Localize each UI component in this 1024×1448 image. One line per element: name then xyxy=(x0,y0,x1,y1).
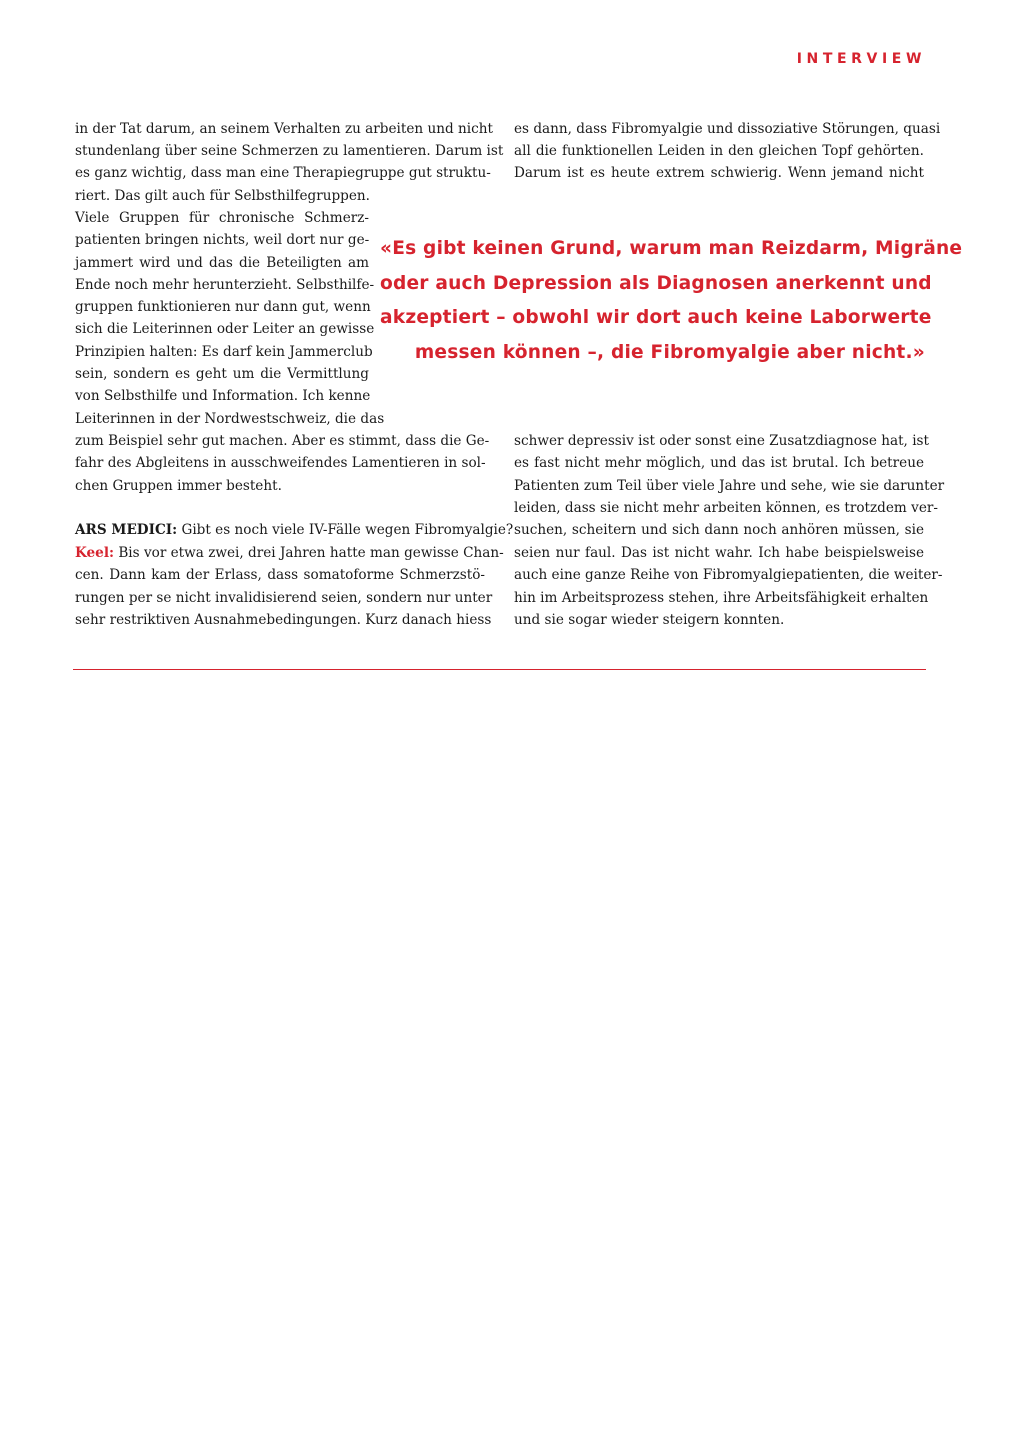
respondent-label: Keel: xyxy=(75,545,114,561)
answer-line xyxy=(75,542,504,564)
text-line: hin im Arbeitsprozess stehen, ihre Arbeitsfähigkeit erhalten xyxy=(514,590,929,606)
text-line: Viele Gruppen für chronische Schmerz- xyxy=(75,210,369,226)
text-line: es dann, dass Fibromyalgie und dissoziative Störungen, quasi xyxy=(514,121,941,137)
section-label: INTERVIEW xyxy=(796,51,926,67)
text-line: schwer depressiv ist oder sonst eine Zusatzdiagnose hat, ist xyxy=(514,433,929,449)
text-line: leiden, dass sie nicht mehr arbeiten können, es trotzdem ver- xyxy=(514,500,938,516)
interviewer-label: ARS MEDICI: xyxy=(75,522,178,538)
text-line: es ganz wichtig, dass man eine Therapiegruppe gut struktu- xyxy=(75,165,491,181)
text-line: gruppen funktionieren nur dann gut, wenn xyxy=(75,299,371,315)
text-line: Ende noch mehr herunterzieht. Selbsthilfe- xyxy=(75,277,375,293)
text-line: suchen, scheitern und sich dann noch anhören müssen, sie xyxy=(514,522,924,538)
text-line: patienten bringen nichts, weil dort nur ge- xyxy=(75,232,370,248)
text-line: jammert wird und das die Beteiligten am xyxy=(75,255,369,271)
text-line: in der Tat darum, an seinem Verhalten zu arbeiten und nicht xyxy=(75,121,493,137)
question-text: Gibt es noch viele IV-Fälle wegen Fibromyalgie? xyxy=(177,522,514,538)
text-line: auch eine ganze Reihe von Fibromyalgiepatienten, die weiter- xyxy=(514,567,943,583)
text-line: und sie sogar wieder steigern konnten. xyxy=(514,612,785,628)
text-line: fahr des Abgleitens in ausschweifendes Lamentieren in sol- xyxy=(75,455,486,471)
text-line: Leiterinnen in der Nordwestschweiz, die das xyxy=(75,411,385,427)
text-line: es fast nicht mehr möglich, und das ist brutal. Ich betreue xyxy=(514,455,924,471)
text-line: Darum ist es heute extrem schwierig. Wenn jemand nicht xyxy=(514,165,924,181)
pull-quote-line: oder auch Depression als Diagnosen anerkennt und xyxy=(380,272,932,294)
text-line: sehr restriktiven Ausnahmebedingungen. Kurz danach hiess xyxy=(75,612,492,628)
text-line: sein, sondern es geht um die Vermittlung xyxy=(75,366,369,382)
text-line: seien nur faul. Das ist nicht wahr. Ich habe beispielsweise xyxy=(514,545,924,561)
text-line: von Selbsthilfe und Information. Ich kenne xyxy=(75,388,371,404)
text-line: riert. Das gilt auch für Selbsthilfegruppen. xyxy=(75,188,370,204)
pull-quote-line: messen können –, die Fibromyalgie aber nicht.» xyxy=(414,342,925,364)
text-line: rungen per se nicht invalidisierend seien, sondern nur unter xyxy=(75,590,493,606)
question-line xyxy=(75,519,514,541)
text-line: all die funktionellen Leiden in den gleichen Topf gehörten. xyxy=(514,143,924,159)
section-divider xyxy=(73,669,926,670)
text-line: cen. Dann kam der Erlass, dass somatoforme Schmerzstö- xyxy=(75,567,485,583)
text-line: chen Gruppen immer besteht. xyxy=(75,478,282,494)
text-line: sich die Leiterinnen oder Leiter an gewisse xyxy=(75,321,375,337)
text-line: Prinzipien halten: Es darf kein Jammerclub xyxy=(75,344,373,360)
pull-quote-line: akzeptiert – obwohl wir dort auch keine Laborwerte xyxy=(380,307,932,329)
text-line: Patienten zum Teil über viele Jahre und sehe, wie sie darunter xyxy=(514,478,945,494)
text-line: zum Beispiel sehr gut machen. Aber es stimmt, dass die Ge- xyxy=(75,433,490,449)
pull-quote xyxy=(380,232,963,371)
pull-quote-line: «Es gibt keinen Grund, warum man Reizdarm, Migräne xyxy=(380,238,963,259)
text-line: stundenlang über seine Schmerzen zu lamentieren. Darum ist xyxy=(75,143,504,159)
answer-text: Bis vor etwa zwei, drei Jahren hatte man gewisse Chan- xyxy=(114,545,504,561)
